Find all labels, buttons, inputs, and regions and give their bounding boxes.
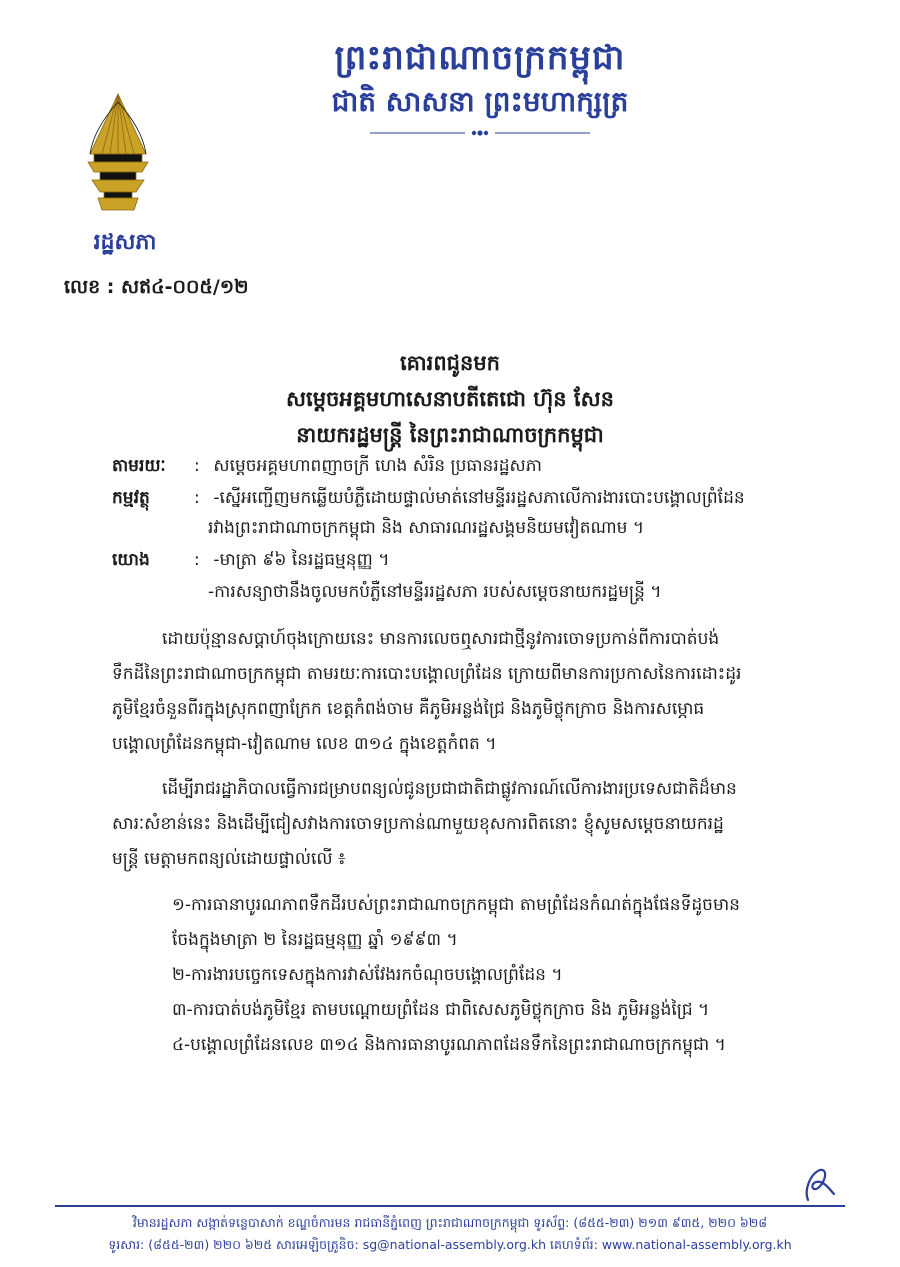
country-title: ព្រះរាជាណាចក្រកម្ពុជា xyxy=(334,38,626,78)
subject-row-2 xyxy=(208,514,838,543)
subject-row: កម្មវត្ថុ : -ស្នើអញ្ជើញមកឆ្លើយបំភ្លឺដោយផ្ទាល់មាត់នៅមន្ទីររដ្ឋសភាលើការងារបោះបង្គោលព្រំដែន xyxy=(112,484,842,513)
subject-line-2: រវាងព្រះរាជាណាចក្រកម្ពុជា និង សាធារណរដ្ឋសង្គមនិយមវៀតណាម ។ xyxy=(208,518,645,538)
subject-line-1: -ស្នើអញ្ជើញមកឆ្លើយបំភ្លឺដោយផ្ទាល់មាត់នៅមន្ទីររដ្ឋសភាលើការងារបោះបង្គោលព្រំដែន xyxy=(213,488,745,508)
body-paragraph-1 xyxy=(112,622,818,762)
reference-row-2 xyxy=(208,578,838,607)
footer-divider xyxy=(55,1205,845,1207)
reference-label: យោង xyxy=(112,550,150,570)
para1-line: ដោយប៉ុន្មានសប្តាហ៍ចុងក្រោយនេះ មានការលេចឮសារជាថ្មីនូវការចោទប្រកាន់ពីការបាត់បង់ xyxy=(162,629,720,649)
list-item-continuation: ចែងក្នុងមាត្រា ២ នៃរដ្ឋធម្មនុញ្ញ ឆ្នាំ ១៩៩៣ ។ xyxy=(172,930,458,950)
reference-number: លេខ : សឥ៤-០០៥/១២ xyxy=(64,276,249,298)
footer-fax-email-web: ទូរសារ: (៨៥៥-២៣) ២២០ ៦២៥ សារអេឡិចត្រូនិច: sg@national-assembly.org.kh គេហទំព័រ: www.national-assembly.org.kh xyxy=(108,1237,792,1252)
subject-label: កម្មវត្ថុ xyxy=(112,488,150,508)
national-assembly-emblem-icon xyxy=(80,92,156,212)
addressee-salutation: គោរពជូនមក xyxy=(400,351,500,375)
para1-line: ទឹកដីនៃព្រះរាជាណាចក្រកម្ពុជា តាមរយៈការបោះបង្គោលព្រំដែន ក្រោយពីមានការប្រកាសនៃការដោះដូរ xyxy=(112,664,742,684)
addressee-title: នាយករដ្ឋមន្រ្តី នៃព្រះរាជាណាចក្រកម្ពុជា xyxy=(296,423,604,447)
body-paragraph-2 xyxy=(112,772,818,877)
reference-line-1: -មាត្រា ៩៦ នៃរដ្ឋធម្មនុញ្ញ ។ xyxy=(213,550,390,570)
list-item: ១-ការធានាបូរណភាពទឹកដីរបស់ព្រះរាជាណាចក្រកម្ពុជា តាមព្រំដែនកំណត់ក្នុងផែនទីដូចមាន xyxy=(172,895,740,915)
addressee-block xyxy=(150,345,750,453)
list-item: ៣-ការបាត់បង់ភូមិខ្មែរ តាមបណ្តោយព្រំដែន ជាពិសេសភូមិថ្លុកក្រាច និង ភូមិអន្លង់ជ្រៃ ។ xyxy=(172,1000,710,1020)
signature-mark-icon xyxy=(790,1160,840,1210)
via-value: សម្តេចអគ្គមហាពញាចក្រី ហេង សំរិន ប្រធានរដ្ឋសភា xyxy=(213,456,542,476)
para1-line: ភូមិខ្មែរចំនួនពីរក្នុងស្រុកពញាក្រែក ខេត្តកំពង់ចាម គឺភូមិអន្លង់ជ្រៃ និងភូមិថ្លុកក្រាច និងការសម្ភោធ xyxy=(112,699,705,719)
request-list xyxy=(172,888,822,1063)
footer-contact xyxy=(60,1212,840,1256)
footer-address: វិមានរដ្ឋសភា សង្កាត់ទន្លេបាសាក់ ខណ្ឌចំការមន រាជធានីភ្នំពេញ ព្រះរាជាណាចក្រកម្ពុជា ទូរស័ព្ទ: (៨៥៥-២៣) ២១៣ ៩៣៥, ២២០ ៦២៨ xyxy=(132,1215,768,1230)
para2-line: សារៈសំខាន់នេះ និងដើម្បីជៀសវាងការចោទប្រកាន់ណាមួយខុសការពិតនោះ ខ្ញុំសូមសម្តេចនាយករដ្ឋ xyxy=(112,814,724,834)
reference-line-2: -ការសន្យាថានឹងចូលមកបំភ្លឺនៅមន្ទីររដ្ឋសភា របស់សម្តេចនាយករដ្ឋមន្រ្តី ។ xyxy=(208,582,662,602)
via-row: តាមរយៈ : សម្តេចអគ្គមហាពញាចក្រី ហេង សំរិន ប្រធានរដ្ឋសភា xyxy=(112,452,842,481)
header-ornament-divider xyxy=(370,128,590,138)
issuer-name: រដ្ឋសភា xyxy=(93,230,157,255)
reference-row: យោង : -មាត្រា ៩៦ នៃរដ្ឋធម្មនុញ្ញ ។ xyxy=(112,546,842,575)
list-item: ២-ការងារបច្ចេកទេសក្នុងការវាស់វែងរកចំណុចបង្គោលព្រំដែន ។ xyxy=(172,965,563,985)
addressee-name: សម្តេចអគ្គមហាសេនាបតីតេជោ ហ៊ុន សែន xyxy=(286,387,614,411)
para2-line: ដើម្បីរាជរដ្ឋាភិបាលធ្វើការជម្រាបពន្យល់ជូនប្រជាជាតិជាផ្លូវការណ៍លើការងារប្រទេសជាតិដ៏មាន xyxy=(162,779,737,799)
para1-line: បង្គោលព្រំដែនកម្ពុជា-វៀតណាម លេខ ៣១៤ ក្នុងខេត្តកំពត ។ xyxy=(112,734,497,754)
national-motto: ជាតិ សាសនា ព្រះមហាក្សត្រ xyxy=(331,85,629,118)
para2-line: មន្រ្តី មេត្តាមកពន្យល់ដោយផ្ទាល់លើ ៖ xyxy=(112,849,346,869)
list-item: ៤-បង្គោលព្រំដែនលេខ ៣១៤ និងការធានាបូរណភាពដែនទឹកនៃព្រះរាជាណាចក្រកម្ពុជា ។ xyxy=(172,1035,726,1055)
via-label: តាមរយៈ xyxy=(112,456,166,476)
